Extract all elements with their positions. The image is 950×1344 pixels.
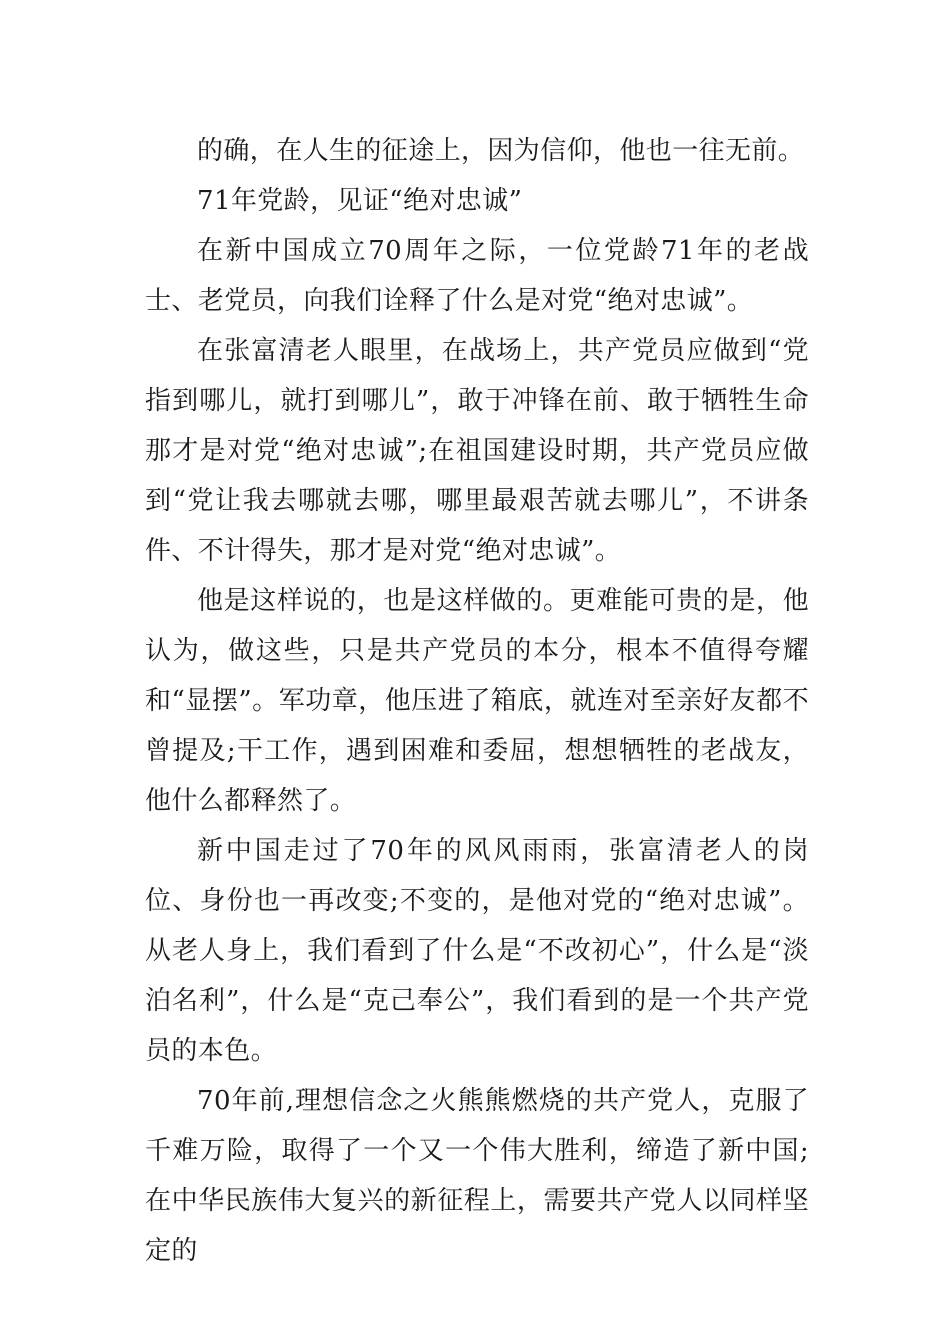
section-heading: 71年党龄，见证“绝对忠诚”	[197, 186, 523, 216]
paragraph: 在新中国成立70周年之际，一位党龄71年的老战士、老党员，向我们诠释了什么是对党“绝对忠诚”。	[145, 236, 809, 316]
paragraph: 新中国走过了70年的风风雨雨，张富清老人的岗位、身份也一再改变;不变的，是他对党的“绝对忠诚”。从老人身上，我们看到了什么是“不改初心”，什么是“淡泊名利”，什么是“克己奉公”，我们看到的是一个共产党员的本色。	[145, 836, 809, 1066]
paragraph: 在张富清老人眼里，在战场上，共产党员应做到“党指到哪儿，就打到哪儿”，敢于冲锋在前、敢于牺牲生命那才是对党“绝对忠诚”;在祖国建设时期，共产党员应做到“党让我去哪就去哪，哪里最艰苦就去哪儿”，不讲条件、不计得失，那才是对党“绝对忠诚”。	[145, 336, 809, 566]
document-body	[145, 126, 809, 1276]
paragraph: 70年前,理想信念之火熊熊燃烧的共产党人，克服了千难万险，取得了一个又一个伟大胜利，缔造了新中国;在中华民族伟大复兴的新征程上，需要共产党人以同样坚定的	[145, 1086, 809, 1266]
paragraph: 的确，在人生的征途上，因为信仰，他也一往无前。	[197, 136, 805, 166]
paragraph: 他是这样说的，也是这样做的。更难能可贵的是，他认为，做这些，只是共产党员的本分，根本不值得夸耀和“显摆”。军功章，他压进了箱底，就连对至亲好友都不曾提及;干工作，遇到困难和委屈，想想牺牲的老战友，他什么都释然了。	[145, 586, 809, 816]
